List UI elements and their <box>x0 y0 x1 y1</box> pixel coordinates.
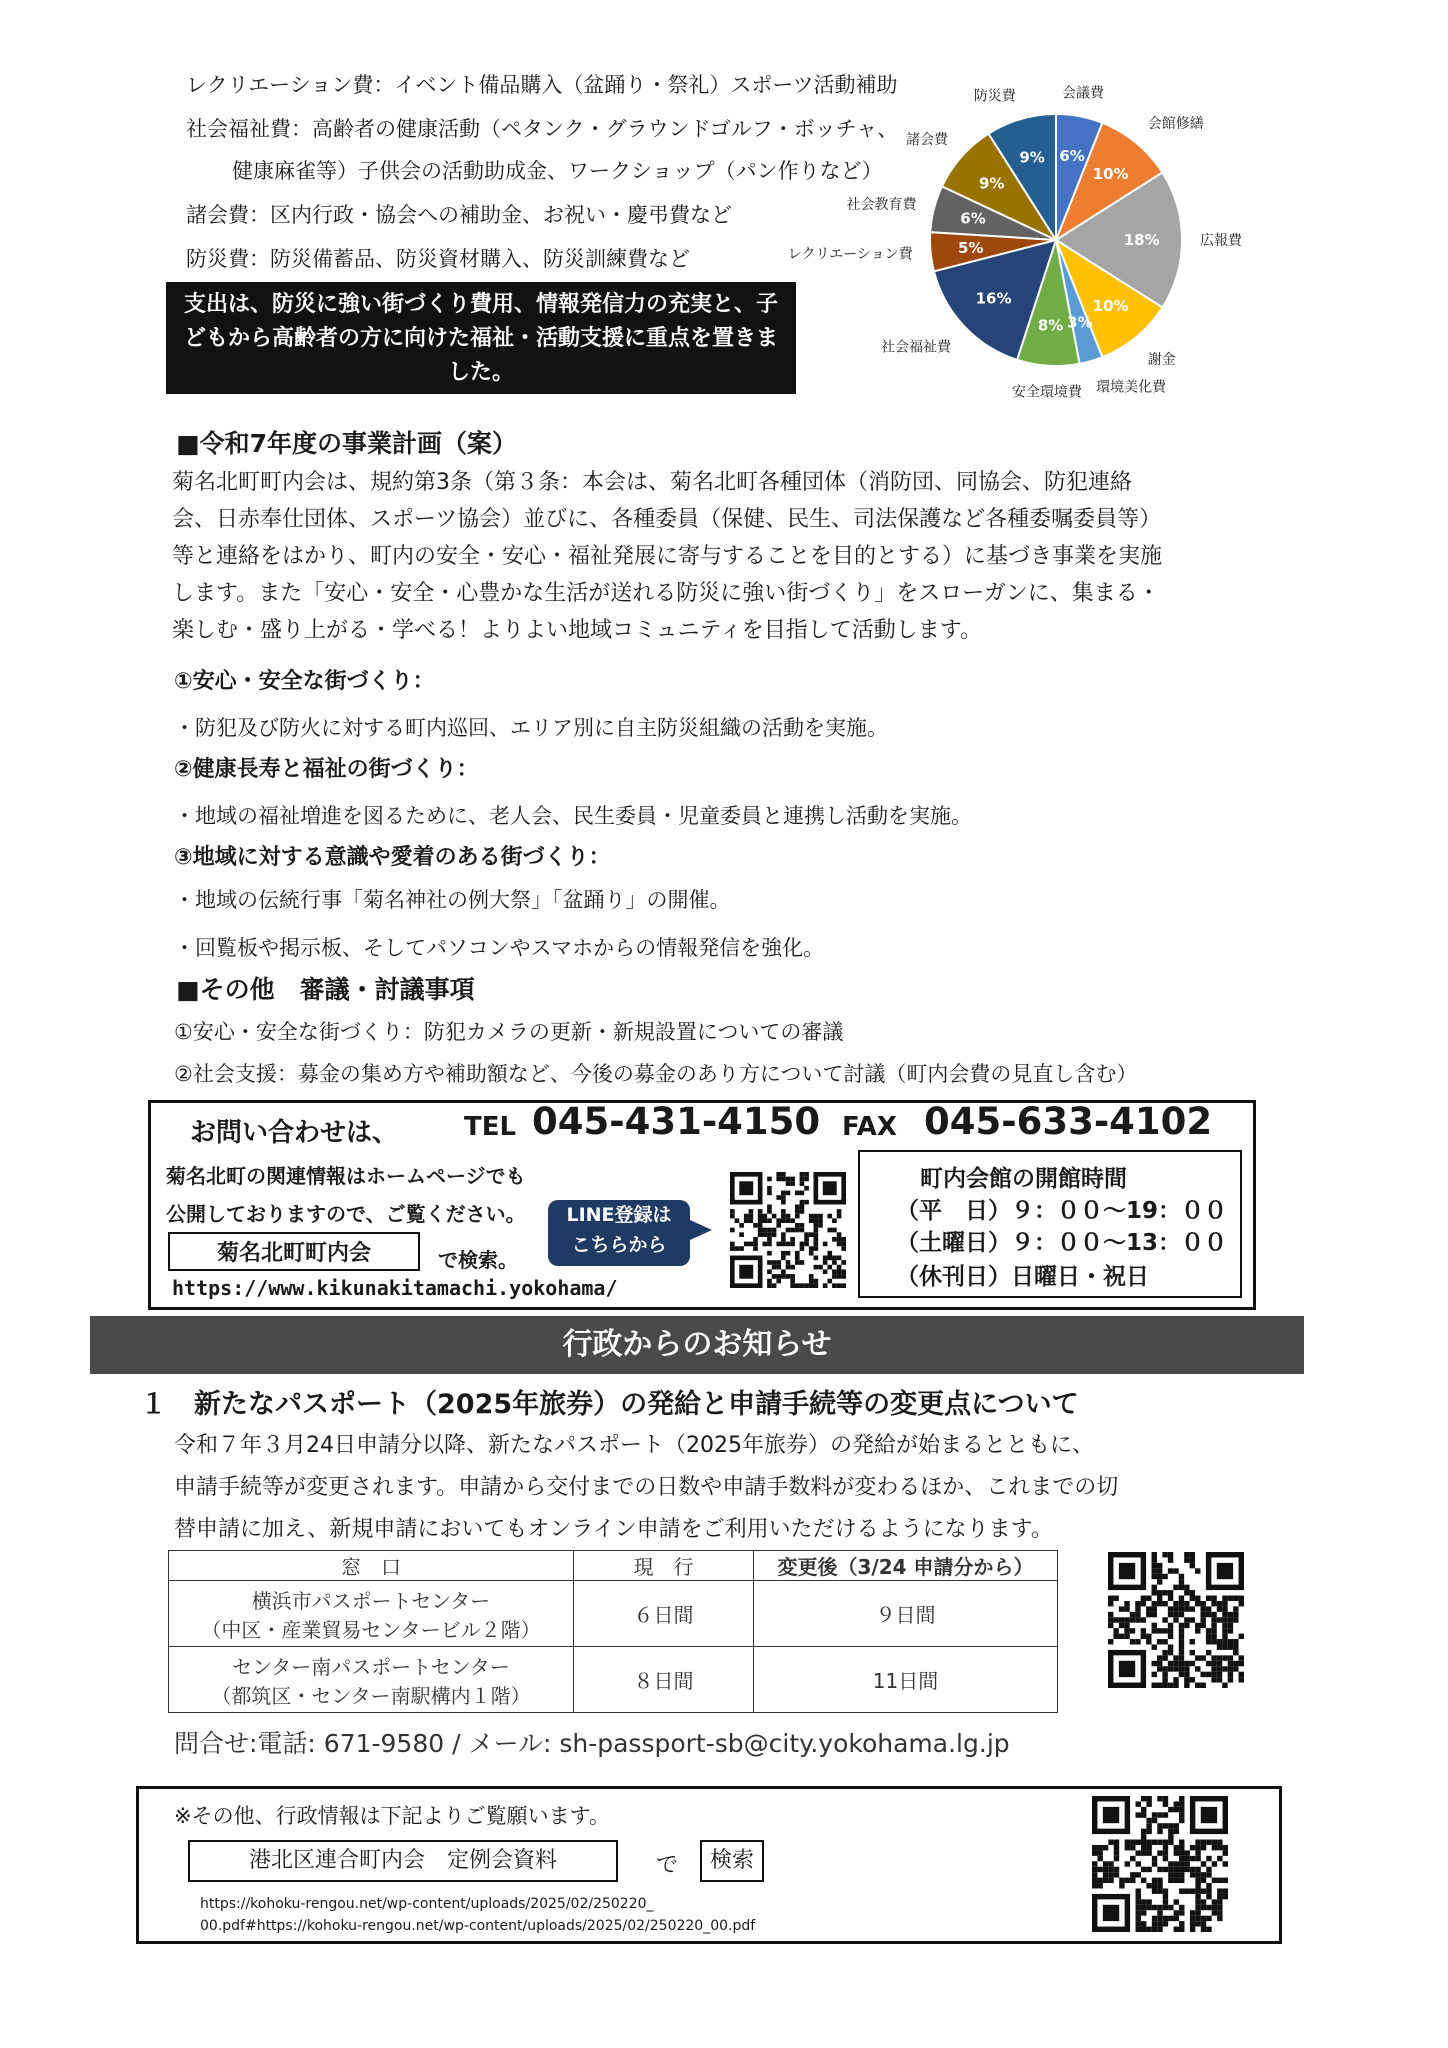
pie-category-label: 防災費 <box>973 88 1016 105</box>
pie-category-label: 諸会費 <box>905 131 948 148</box>
expense-line-disaster: 防災費：防災備蓄品、防災資材購入、防災訓練費など <box>186 247 690 271</box>
pie-category-label: 会館修繕 <box>1147 116 1204 133</box>
window-name: 横浜市パスポートセンター <box>251 1588 491 1613</box>
passport-qr-code-icon[interactable] <box>1108 1552 1244 1688</box>
expense-pie-chart <box>787 60 1300 420</box>
window-location: （中区・産業貿易センタービル２階） <box>201 1617 541 1642</box>
pie-category-label: 社会教育費 <box>846 197 917 214</box>
hours-saturday: （土曜日）９：００～13：００ <box>896 1230 1228 1256</box>
plan-item-3-bullet-1: ・地域の伝統行事「菊名神社の例大祭」「盆踊り」の開催。 <box>174 888 731 912</box>
fax-number: 045-633-4102 <box>924 1100 1213 1143</box>
expense-line-recreation: レクリエーション費：イベント備品購入（盆踊り・祭礼）スポーツ活動補助 <box>186 73 898 97</box>
pie-category-label: 広報費 <box>1200 233 1242 249</box>
tel-number[interactable]: 045-431-4150 <box>532 1100 821 1143</box>
pie-category-label: レクリエーション費 <box>787 246 913 263</box>
search-suffix: で検索。 <box>438 1248 518 1272</box>
plan-item-1-bullet: ・防犯及び防火に対する町内巡回、エリア別に自主防災組織の活動を実施。 <box>174 716 888 740</box>
plan-item-2-bullet: ・地域の福祉増進を図るために、老人会、民生委員・児童委員と連携し活動を実施。 <box>174 804 972 828</box>
gov-inquiry: 問合せ:電話: 671-9580 / メール: sh-passport-sb@city.yokohama.lg.jp <box>174 1729 1010 1758</box>
other-line-1: ①安心・安全な街づくり：防犯カメラの更新・新規設置についての審議 <box>174 1020 844 1044</box>
plan-item-2-title: ②健康長寿と福祉の街づくり： <box>174 757 479 782</box>
expense-line-welfare: 社会福祉費：高齢者の健康活動（ペタンク・グラウンドゴルフ・ボッチャ、 <box>186 117 899 141</box>
table-row <box>169 1647 1058 1713</box>
line-btn-line1: LINE登録は <box>566 1204 672 1226</box>
bottom-note: ※その他、行政情報は下記よりご覧願います。 <box>174 1804 610 1828</box>
hp-line-1: 菊名北町の関連情報はホームページでも <box>166 1164 526 1188</box>
passport-table-header-row <box>169 1551 1058 1581</box>
pie-value-label: 8% <box>1037 316 1064 335</box>
plan-item-3-title: ③地域に対する意識や愛着のある街づくり： <box>174 845 611 870</box>
current-days: ６日間 <box>574 1581 754 1647</box>
window-name: センター南パスポートセンター <box>232 1654 510 1679</box>
line-register-button[interactable] <box>548 1200 690 1266</box>
bottom-de: で <box>656 1853 679 1878</box>
line-btn-line2: こちらから <box>571 1234 667 1256</box>
gov-notice-bar: 行政からのお知らせ <box>90 1316 1304 1374</box>
current-days: ８日間 <box>574 1647 754 1713</box>
other-heading: ■その他 審議・討議事項 <box>176 975 475 1004</box>
pie-value-label: 6% <box>960 209 986 228</box>
window-cell <box>169 1647 574 1713</box>
after-days: 11日間 <box>754 1647 1058 1713</box>
after-days: ９日間 <box>754 1581 1058 1647</box>
pie-category-label: 環境美化費 <box>1096 379 1167 396</box>
pie-value-label: 5% <box>957 239 984 258</box>
hours-closed: （休刊日）日曜日・祝日 <box>896 1264 1149 1290</box>
contact-inquiry: お問い合わせは、 <box>190 1118 399 1148</box>
fax-label: FAX <box>842 1112 897 1142</box>
th-current: 現 行 <box>574 1551 754 1581</box>
window-location: （都筑区・センター南駅構内１階） <box>211 1683 531 1708</box>
pie-value-label: 9% <box>1019 148 1045 167</box>
line-qr-code-icon[interactable] <box>730 1172 846 1288</box>
tel-label: TEL <box>464 1112 517 1142</box>
th-window: 窓 口 <box>169 1551 574 1581</box>
expense-summary-text: 支出は、防災に強い街づくり費用、情報発信力の充実と、子どもから高齢者の方に向けた福祉・活動支援に重点を置きました。 <box>183 292 778 385</box>
gov-body-1: 令和７年３月24日申請分以降、新たなパスポート（2025年旅券）の発給が始まるとともに、 <box>174 1433 1094 1458</box>
pie-value-label: 10% <box>1092 164 1129 183</box>
window-cell <box>169 1581 574 1647</box>
hp-url[interactable]: https://www.kikunakitamachi.yokohama/ <box>172 1276 618 1300</box>
search-box-rengou: 港北区連合町内会 定例会資料 <box>188 1840 618 1882</box>
plan-item-1-title: ①安心・安全な街づくり： <box>174 669 435 694</box>
other-line-2: ②社会支援：募金の集め方や補助額など、今後の募金のあり方について討議（町内会費の見直し含む） <box>174 1062 1138 1086</box>
bottom-url-1[interactable]: https://kohoku-rengou.net/wp-content/uploads/2025/02/250220_ <box>200 1896 654 1912</box>
pie-value-label: 9% <box>978 174 1005 193</box>
search-button[interactable]: 検索 <box>700 1840 764 1882</box>
passport-table <box>168 1550 1058 1713</box>
pie-value-label: 16% <box>975 289 1012 308</box>
search-box-chonaikai: 菊名北町町内会 <box>168 1232 420 1271</box>
plan-item-3-bullet-2: ・回覧板や掲示板、そしてパソコンやスマホからの情報発信を強化。 <box>174 936 825 960</box>
pie-category-label: 会議費 <box>1061 85 1104 102</box>
pie-category-label: 安全環境費 <box>1011 384 1082 401</box>
gov-body-3: 替申請に加え、新規申請においてもオンライン申請をご利用いただけるようになります。 <box>174 1517 1053 1542</box>
pie-value-label: 6% <box>1059 146 1085 165</box>
hp-line-2: 公開しておりますので、ご覧ください。 <box>166 1202 526 1226</box>
th-after: 変更後（3/24 申請分から） <box>754 1551 1058 1581</box>
bottom-url-2[interactable]: 00.pdf#https://kohoku-rengou.net/wp-content/uploads/2025/02/250220_00.pdf <box>200 1918 756 1934</box>
gov-body-2: 申請手続等が変更されます。申請から交付までの日数や申請手数料が変わるほか、これまでの切 <box>174 1475 1119 1500</box>
expense-line-welfare-cont: 健康麻雀等）子供会の活動助成金、ワークショップ（パン作りなど） <box>232 159 883 183</box>
hours-weekday: （平 日）９：００～19：００ <box>896 1198 1228 1224</box>
pie-category-label: 謝金 <box>1147 351 1176 368</box>
expense-line-dues: 諸会費：区内行政・協会への補助金、お祝い・慶弔費など <box>186 203 732 227</box>
hours-title: 町内会館の開館時間 <box>920 1166 1127 1192</box>
pie-value-label: 18% <box>1123 231 1160 249</box>
line-arrow-icon <box>690 1220 712 1240</box>
plan-intro: 菊名北町町内会は、規約第3条（第３条：本会は、菊名北町各種団体（消防団、同協会、防犯連絡会、日赤奉仕団体、スポーツ協会）並びに、各種委員（保健、民生、司法保護など各種委嘱委員等）等と連絡をはかり、町内の安全・安心・福祉発展に寄与することを目的とする）に基づき事業を実施します。また「安心・安全・心豊かな生活が送れる防災に強い街づくり」をスローガンに、集まる・楽しむ・盛り上がる・学べる！よりよい地域コミュニティを目指して活動します。 <box>172 470 1163 643</box>
table-row <box>169 1581 1058 1647</box>
pie-value-label: 10% <box>1092 297 1129 316</box>
pie-value-label: 3% <box>1067 313 1093 332</box>
pie-category-label: 社会福祉費 <box>881 339 952 356</box>
gov-item-heading: １ 新たなパスポート（2025年旅券）の発給と申請手続等の変更点について <box>140 1389 1079 1420</box>
expense-summary-box <box>166 282 796 394</box>
plan-heading: ■令和7年度の事業計画（案） <box>176 429 518 458</box>
rengou-qr-code-icon[interactable] <box>1092 1796 1228 1932</box>
